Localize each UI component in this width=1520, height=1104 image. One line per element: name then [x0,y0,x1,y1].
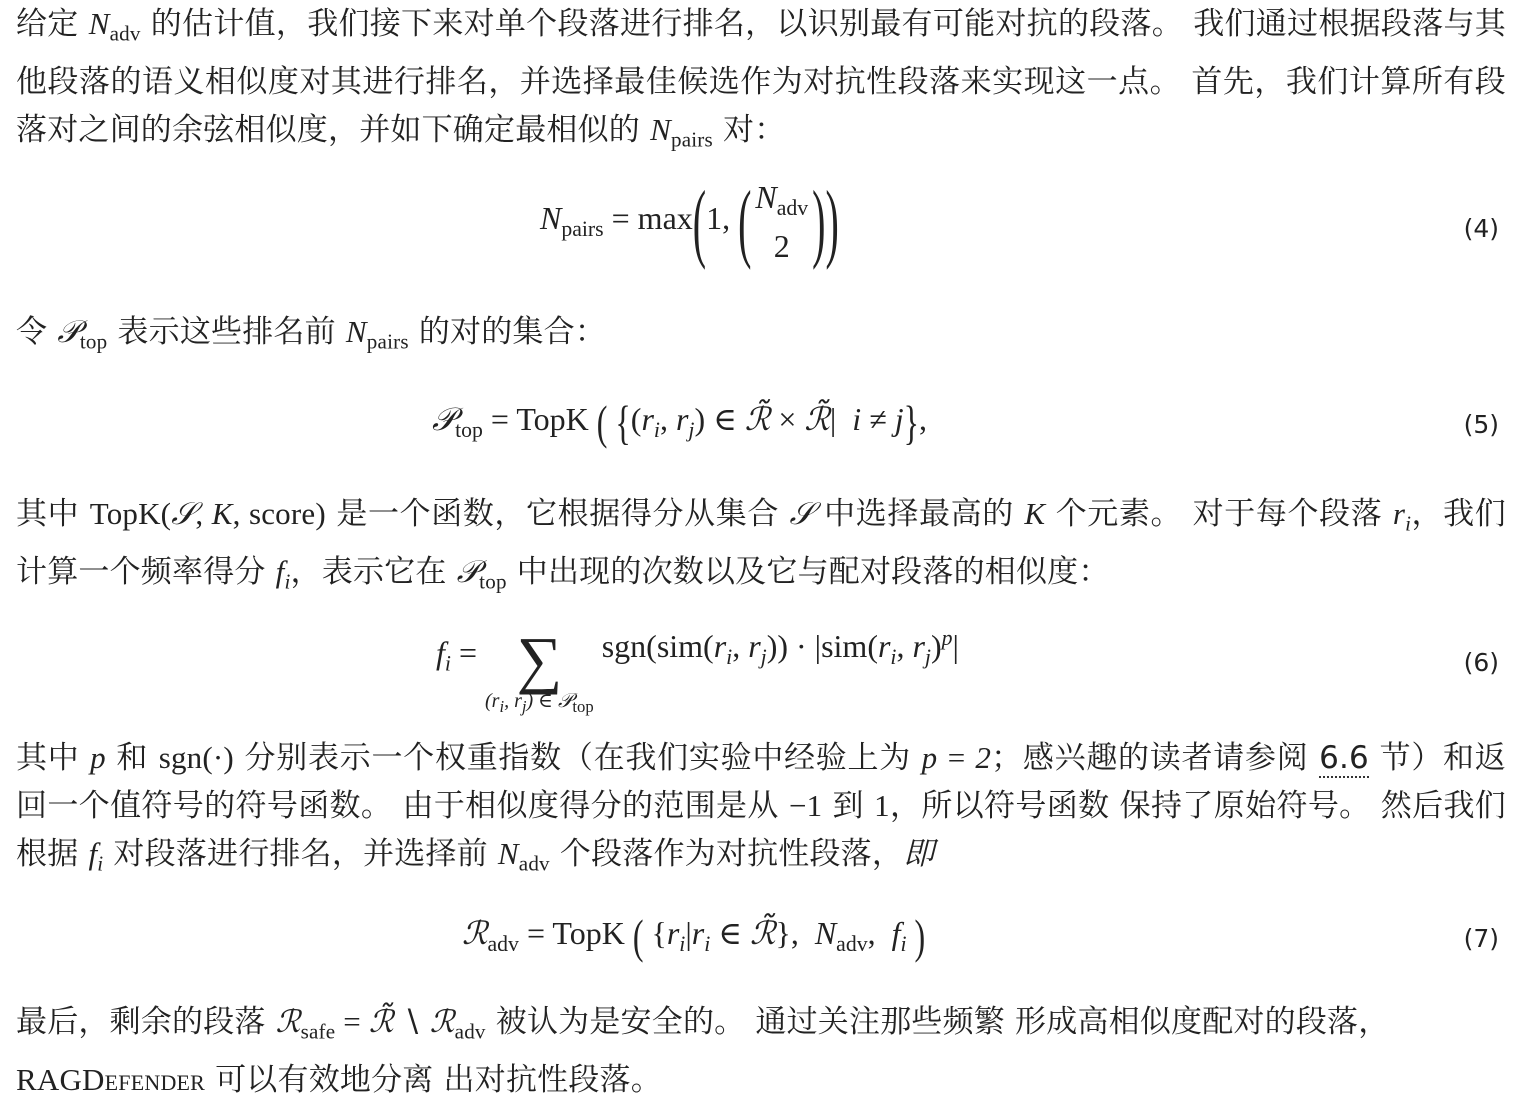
paragraph-3: 其中 TopK(𝒮, K, score) 是一个函数，它根据得分从集合 𝒮 中选择最高的 K 个元素。 对于每个段落 $r_i$，我们计算一个频率得分 $f_i$，表示它在 𝒫$_{top}$ 中出现的次数以及它与配对段落的相似度： [16,496,1506,594]
math-r: r [666,915,680,951]
math-sub: i [890,645,897,670]
math-r: r [675,401,689,437]
math-args: , score) [232,496,326,531]
math-topk: TopK( [89,496,172,531]
text: 中选择最高的 [813,496,1025,532]
math-R-tilde: ℛ̃ [804,400,830,438]
paragraph-5: 最后，剩余的段落 ℛ$_{safe}$ = ℛ̃ ∖ ℛ$_{adv}$ 被认为是安全的。 通过关注那些频繁 形成高相似度配对的段落， RAGDefender 可以有效地分离 出对抗性段落。 [16,1004,1390,1098]
math-sub: i [653,417,660,442]
text: 被认为是安全的。 通过关注那些频繁 形成高相似度配对的段落， [485,1004,1390,1040]
math-R-tilde: ℛ̃ [749,914,776,952]
math-N: N [755,179,777,215]
topk-operator: TopK [516,401,589,437]
math-sub: top [455,417,483,442]
math-sub: pairs [366,329,409,354]
text: 个段落作为对抗性段落， [549,836,904,872]
math-R: ℛ [429,1004,455,1040]
math-sgn: sgn(·) [158,740,234,775]
math-r: r [641,401,654,437]
paragraph-4 [16,734,1506,888]
math-sub: i [444,651,451,676]
math-sup: p [941,626,953,651]
equation-number: (4) [1463,214,1499,243]
math-sub: adv [836,931,868,956]
math-sub: j [688,417,695,442]
math-two: 2 [773,227,790,264]
text: 和 [105,740,159,776]
math-R: ℛ [275,1004,301,1040]
math-r: r [691,915,705,951]
math-r: r [1392,496,1406,531]
sim-abs: |sim( [814,628,878,665]
text: 是一个函数，它根据得分从集合 [325,496,790,532]
math-p-eq-2: p = 2 [921,740,992,775]
math-f: f [275,553,285,589]
math-r: r [748,628,761,665]
math-sub: adv [518,851,550,876]
text: 表示这些排名前 [107,314,346,350]
text: 对段落进行排名，并选择前 [103,836,498,872]
math-sub: i [1405,511,1412,536]
math-sub: safe [300,1019,336,1044]
topk-operator: TopK [552,915,625,951]
equation-5: 𝒫$_{top}$ = TopK ( {($r_i$, $r_j$) ∈ ℛ̃ × ℛ̃| i ≠ j}, (5) [432,394,1499,449]
equation-number: (6) [1463,648,1499,677]
math-sub: adv [109,21,141,46]
text: 令 [16,314,58,350]
text: 可以有效地分离 出对抗性段落。 [205,1061,662,1098]
text: ，我们计算一个频率得分 [16,496,1506,590]
math-sub: i [726,645,733,670]
math-sub: top [79,329,108,354]
sgn-sim: sgn(sim( [601,628,714,665]
math-sub: i [900,931,907,956]
section-reference-link[interactable]: 6.6 [1319,740,1369,776]
text: 到 [822,788,875,824]
math-S: 𝒮 [171,496,196,532]
text: 对： [712,111,786,148]
math-sub: adv [487,931,519,956]
math-cdot: · [788,628,815,665]
math-N: N [650,111,671,147]
paragraph-2 [16,308,1506,366]
math-R-tilde: ℛ̃ [368,1004,394,1040]
math-sub: i [97,851,104,876]
math-f: f [891,915,901,951]
text: ；感兴趣的读者请参阅 [991,740,1320,776]
text: 的对的集合： [408,314,607,350]
text: 中出现的次数以及它与配对段落的相似度： [506,553,1110,590]
text: 个元素。 对于每个段落 [1045,496,1393,532]
math-sub: i [704,931,711,956]
math-one: 1 [874,788,890,823]
text-italic: 即 [903,836,935,872]
math-sub: j [924,645,931,670]
text: 节）和返回一个值符号的符号函数。 由于相似度得分的范围是从 [16,740,1506,824]
text: 最后，剩余的段落 [16,1004,276,1040]
summation: ∑ ($r_i$, $r_j$) ∈ 𝒫$_{top}$ [484,624,594,716]
math-sub: j [760,645,767,670]
binomial [755,178,808,265]
paragraph-1 [16,0,1506,163]
math-r: r [713,628,727,665]
math-sub: top [479,569,507,594]
text: 的估计值，我们接下来对单个段落进行排名，以识别最有可能对抗的段落。 我们通过根据段落与其他段落的语义相似度对其进行排名，并选择最佳候选作为对抗性段落来实现这一点。 首先，我们计算所有段落对之间的余弦相似度，并如下确定最相似的 [16,6,1506,148]
math-S: 𝒮 [789,496,814,532]
equation-7: ℛ$_{adv}$ = TopK ( {$r_i|r_i$ ∈ ℛ̃}, $N_{adv}$, $f_i$ ) (7) [462,908,1499,963]
math-P: 𝒫 [432,400,456,438]
system-name: RAGD [16,1061,105,1097]
math-sub: adv [776,195,809,220]
math-N: N [540,199,562,236]
text: 其中 [16,740,91,776]
math-N: N [345,314,367,349]
math-one: 1, [706,199,731,236]
math-R: ℛ [462,914,488,952]
text: 其中 [16,496,90,532]
math-K: K [211,496,233,531]
math-sub: i [284,569,291,594]
math-N: N [814,915,837,951]
math-j: j [894,401,904,437]
system-name-smallcaps: efender [104,1061,206,1097]
math-P: 𝒫 [456,553,480,590]
math-R-tilde: ℛ̃ [744,400,771,438]
math-sub: pairs [561,216,604,241]
math-sub: i [679,931,686,956]
text: 分别表示一个权重指数（在我们实验中经验上为 [233,740,922,776]
math-f: f [88,836,98,871]
text: 给定 [16,6,89,42]
text: ，表示它在 [290,553,457,590]
math-sub: pairs [670,127,713,152]
equation-6: $f_i$ = ∑ ($r_i$, $r_j$) ∈ 𝒫$_{top}$ $sgn(sim(r_i$, $r_j)) \cdot |sim(r_i$, $r_j)^p|$ (6) [436,624,1499,716]
math-neg1: −1 [788,788,823,823]
text: ，所以符号函数 保持了原始符号。 然后我们根据 [16,788,1507,872]
math-r: r [912,628,925,665]
math-sub: adv [454,1019,486,1044]
math-N: N [88,6,110,41]
math-N: N [497,836,519,871]
max-operator: max [637,199,693,236]
equation-number: (7) [1463,924,1499,953]
math-i: i [852,401,862,437]
math-f: f [436,634,445,671]
equation-4: $N_{pairs} = \max(1$, ( $N_{adv}$ 2 )) (4) [540,171,1499,271]
math-p: p [90,740,106,775]
equation-number: (5) [1463,410,1499,439]
math-P: 𝒫 [57,314,80,350]
math-K: K [1024,496,1046,531]
math-r: r [877,628,891,665]
